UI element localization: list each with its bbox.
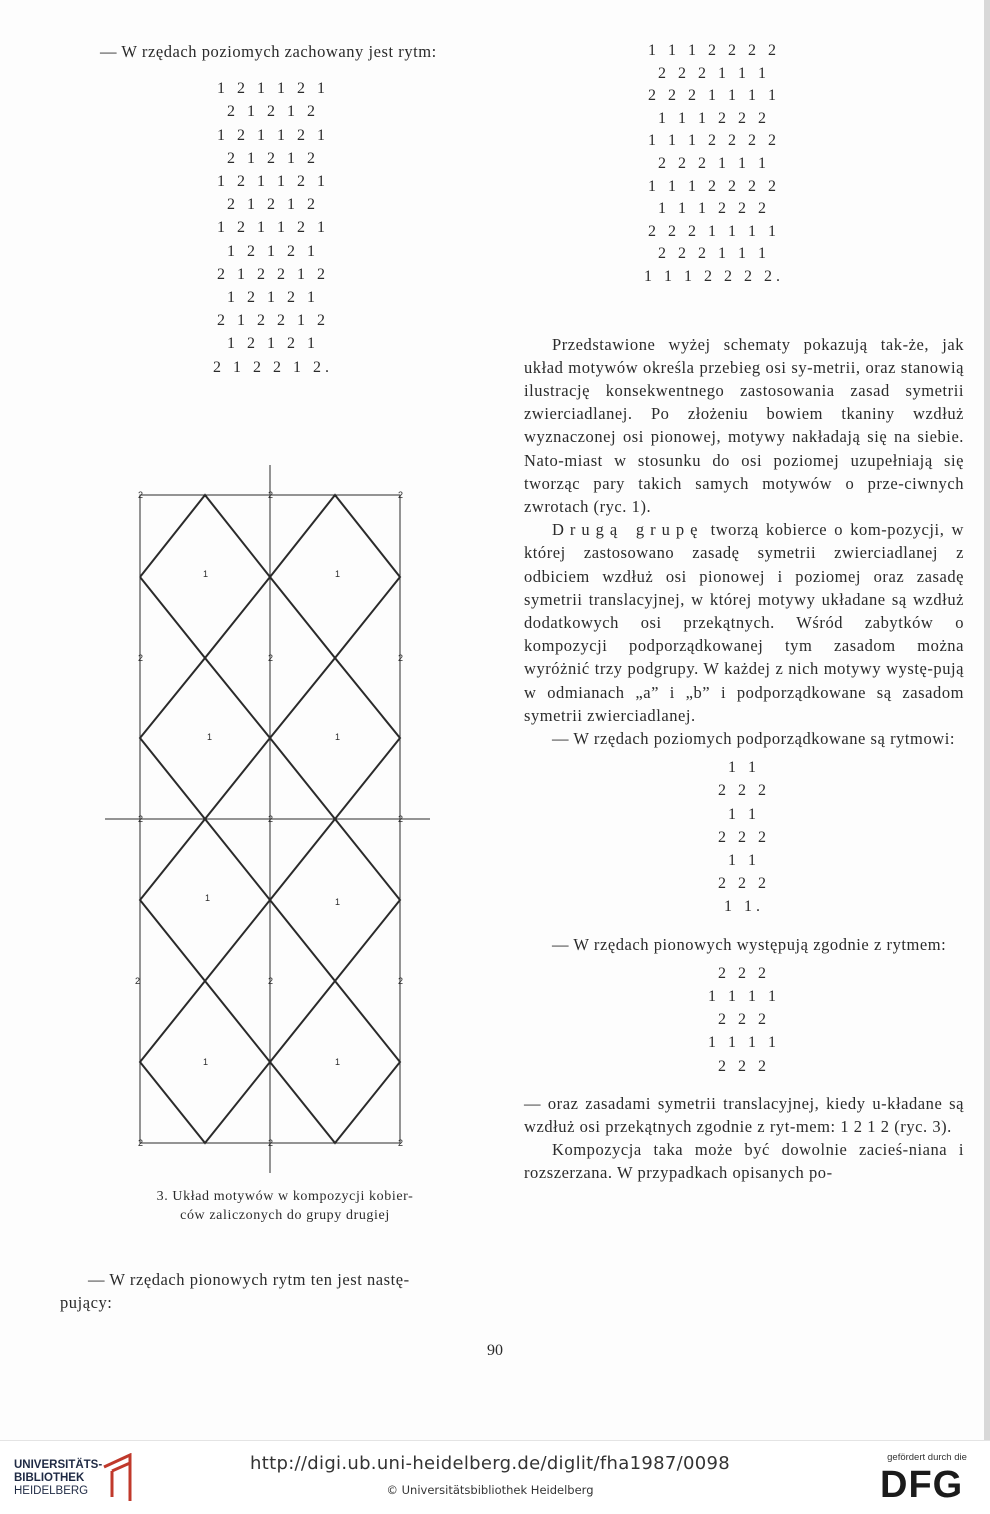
rhythm-row: 2 1 2 2 1 2: [217, 312, 329, 330]
rhythm-row: 2 2 2 1 1 1 1: [648, 222, 780, 240]
rhythm-row: 1 2 1 2 1: [227, 242, 319, 260]
figure-caption-line: ców zaliczonych do grupy drugiej: [180, 1208, 390, 1223]
rhythm-row: 1 1 1 2 2 2: [658, 200, 770, 218]
library-name-line: HEIDELBERG: [14, 1485, 89, 1497]
figure-caption-block: [60, 1187, 510, 1225]
sequence-row: 1 1: [728, 852, 760, 869]
rhythm-row: 2 2 2 1 1 1: [658, 154, 770, 172]
rhythm-row: 1 2 1 1 2 1: [217, 219, 329, 237]
motif-label-1: 1: [335, 1057, 341, 1067]
motif-label-1: 1: [207, 732, 213, 742]
sequence-row: 2 2 2: [718, 875, 770, 893]
sequence-row: 2 2 2: [718, 1057, 770, 1075]
motif-label-1: 1: [335, 897, 341, 907]
sequence-row: 1 1 1 1: [708, 1034, 780, 1052]
page-edge-shadow: [984, 0, 990, 1440]
sequence-row: 2 2 2: [718, 964, 770, 982]
motif-label-1: 1: [203, 569, 209, 579]
motif-label-1: 1: [335, 732, 341, 742]
library-logo-icon: [100, 1453, 140, 1503]
axis-label-2: 2: [398, 1138, 404, 1148]
rhythm-row: 1 1 1 2 2 2 2: [648, 42, 780, 59]
sequence-row: 2 2 2: [718, 828, 770, 846]
rhythm-row: 2 2 2 1 1 1: [658, 245, 770, 263]
rhythm-row: 1 1 1 2 2 2: [658, 109, 770, 127]
rhythm-row: 2 1 2 2 1 2.: [213, 358, 333, 376]
rhythm-row: 1 2 1 2 1: [227, 335, 319, 353]
axis-label-2: 2: [138, 1138, 144, 1148]
rhythm-row: 1 2 1 2 1: [227, 289, 319, 307]
axis-label-2: 2: [268, 653, 274, 663]
axis-label-2: 2: [135, 976, 141, 986]
rhythm-row: 1 2 1 1 2 1: [217, 80, 329, 98]
rhythm-row: 2 1 2 1 2: [227, 196, 319, 214]
figure-caption-line: 3. Układ motywów w kompozycji kobier-: [156, 1189, 414, 1204]
left-vertical-intro-line: — W rzędach pionowych rytm ten jest nastę-: [88, 1270, 410, 1289]
library-name-line: BIBLIOTHEK: [14, 1472, 85, 1484]
rhythm-row: 2 1 2 1 2: [227, 103, 319, 121]
paragraph-horizontal-rhythm: — W rzędach poziomych podporządkowane są rytmowi:: [552, 728, 955, 748]
rhythm-row: 2 2 2 1 1 1: [658, 64, 770, 82]
permalink-url[interactable]: http://digi.ub.uni-heidelberg.de/diglit/fha1987/0098: [250, 1453, 730, 1474]
sequence-row: 1 1.: [724, 898, 764, 916]
digitization-footer: [0, 1440, 990, 1514]
paragraph-vertical-rhythm: — W rzędach pionowych występują zgodnie z rytmem:: [552, 934, 947, 954]
axis-label-2: 2: [268, 814, 274, 824]
rhythm-row: 2 1 2 1 2: [227, 149, 319, 167]
axis-label-2: 2: [398, 490, 404, 500]
sequence-row: 2 2 2: [718, 782, 770, 800]
right-column: [524, 40, 964, 1185]
axis-label-2: 2: [138, 814, 144, 824]
sequence-row: 2 2 2: [718, 1011, 770, 1029]
figure-3-diagram: [105, 465, 445, 1185]
copyright-notice: © Universitätsbibliothek Heidelberg: [386, 1483, 594, 1497]
left-vertical-intro: [60, 1268, 510, 1314]
library-name: [14, 1459, 102, 1498]
axis-label-2: 2: [398, 976, 404, 986]
paragraph-second-group-text: tworzą kobierce o kom-pozycji, w której zastosowano zasadę symetrii zwierciadlanej z odbiciem wzdłuż osi pionowej i poziomej oraz zasadę symetrii translacyjnej, w której motywy układane są wzdłuż dodatkowych osi przekątnych. Wśród zabytków o kompozycji podporządkowanej tym zasadom można wyróżnić trzy podgrupy. W każdej z nich motywy wystę-pują w odmianach „a” i „b” i podporządkowane są zasadom symetrii zwierciadlanej.: [524, 520, 964, 725]
axis-label-2: 2: [138, 490, 144, 500]
rhythm-row: 1 1 1 2 2 2 2: [648, 132, 780, 150]
paragraph-composition: Kompozycja taka może być dowolnie zacieś-niana i rozszerzana. W przypadkach opisanych po-: [524, 1140, 964, 1183]
axis-label-2: 2: [268, 976, 274, 986]
rhythm-row: 2 1 2 2 1 2: [217, 265, 329, 283]
rhythm-sequence-horizontal: [524, 756, 964, 918]
sequence-row: 1 1: [728, 805, 760, 823]
motif-label-1: 1: [203, 1057, 209, 1067]
sequence-row: 1 1: [728, 759, 760, 777]
left-column: [60, 40, 530, 1148]
page-number: 90: [487, 1342, 503, 1359]
rhythm-sequence-vertical: [524, 962, 964, 1078]
funded-by-label: gefördert durch die: [887, 1452, 967, 1463]
paragraph-translational-symmetry: — oraz zasadami symetrii translacyjnej, kiedy u-kładane są wzdłuż osi przekątnych zgodnie z ryt-mem: 1 2 1 2 (ryc. 3).: [524, 1093, 964, 1137]
rhythm-row: 2 2 2 1 1 1 1: [648, 87, 780, 105]
paragraph-second-group: [524, 518, 964, 727]
axis-label-2: 2: [138, 653, 144, 663]
axis-label-2: 2: [398, 653, 404, 663]
dfg-logo: DFG: [880, 1464, 964, 1506]
rhythm-row: 1 1 1 2 2 2 2.: [644, 267, 784, 285]
left-vertical-intro-line: pujący:: [60, 1293, 113, 1313]
right-rhythm-list: [494, 40, 934, 289]
axis-label-2: 2: [398, 814, 404, 824]
rhythm-row: 1 1 1 2 2 2 2: [648, 177, 780, 195]
rhythm-row: 1 2 1 1 2 1: [217, 173, 329, 191]
left-rhythm-list: [53, 77, 493, 379]
motif-label-1: 1: [335, 569, 341, 579]
library-name-line: UNIVERSITÄTS-: [14, 1459, 103, 1471]
axis-label-2: 2: [268, 490, 274, 500]
emphasis-second-group: Drugą grupę: [552, 520, 704, 540]
sequence-row: 1 1 1 1: [708, 988, 780, 1006]
rhythm-row: 1 2 1 1 2 1: [217, 126, 329, 144]
left-intro-text: — W rzędach poziomych zachowany jest rytm:: [100, 42, 437, 61]
paragraph-symmetry-schemes: Przedstawione wyżej schematy pokazują tak-że, jak układ motywów określa przebieg osi sy-metrii, oraz stanowią ilustrację konsekwentnego zastosowania zasad symetrii zwierciadlanej. Po złożeniu bowiem tkaniny wzdłuż wyznaczonej osi pionowej, motywy nakładają się na siebie. Nato-miast w stosunku do osi poziomej uzupełniają się tworząc pary takich samych motywów o prze-ciwnych zwrotach (ryc. 1).: [524, 334, 964, 516]
axis-label-2: 2: [268, 1138, 274, 1148]
motif-label-1: 1: [205, 893, 211, 903]
